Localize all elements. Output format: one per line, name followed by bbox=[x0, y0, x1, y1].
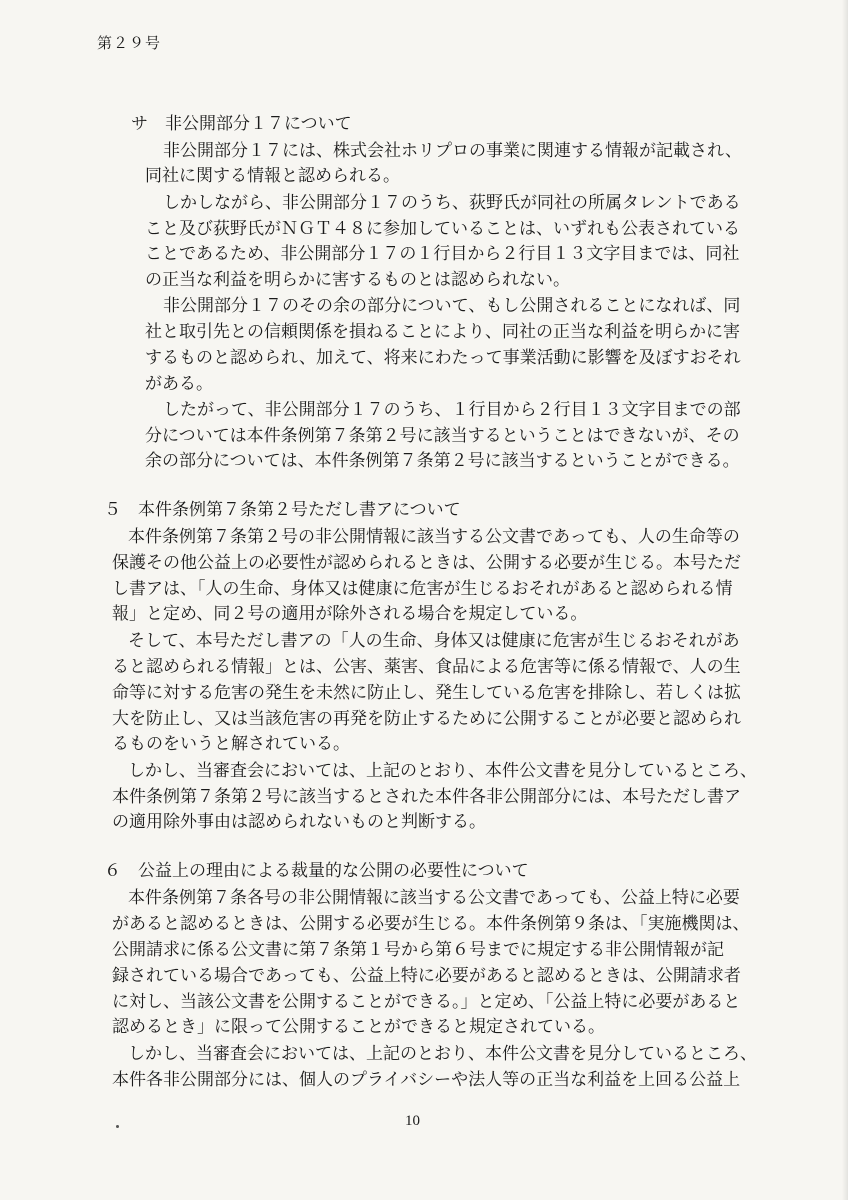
body-line: 本件条例第７条各号の非公開情報に該当する公文書であっても、公益上特に必要 bbox=[128, 888, 740, 908]
scan-speck bbox=[116, 1125, 119, 1128]
body-line: そして、本号ただし書アの「人の生命、身体又は健康に危害が生じるおそれがあ bbox=[128, 631, 740, 651]
body-line: 本件各非公開部分には、個人のプライバシーや法人等の正当な利益を上回る公益上 bbox=[112, 1070, 741, 1090]
body-line: 命等に対する危害の発生を未然に防止し、発生している危害を排除し、若しくは拡 bbox=[112, 683, 741, 703]
body-line: 非公開部分１７のその余の部分について、もし公開されることになれば、同 bbox=[163, 296, 741, 316]
body-line: の正当な利益を明らかに害するものとは認められない。 bbox=[145, 270, 570, 290]
scan-edge bbox=[842, 0, 848, 1200]
body-line: 録されている場合であっても、公益上特に必要があると認めるときは、公開請求者 bbox=[112, 966, 741, 986]
section-heading-5: ５ 本件条例第７条第２号ただし書アについて bbox=[104, 500, 461, 520]
body-line: 認めるとき」に限って公開することができると規定されている。 bbox=[112, 1017, 605, 1037]
body-line: しかし、当審査会においては、上記のとおり、本件公文書を見分しているところ、 bbox=[128, 1044, 757, 1064]
body-line: し書アは、「人の生命、身体又は健康に危害が生じるおそれがあると認められる情 bbox=[112, 579, 733, 599]
body-line: がある。 bbox=[145, 374, 213, 394]
body-line: に対し、当該公文書を公開することができる。」と定め、「公益上特に必要があると bbox=[112, 992, 741, 1012]
body-line: 報」と定め、同２号の適用が除外される場合を規定している。 bbox=[112, 604, 588, 624]
body-line: 公開請求に係る公文書に第７条第１号から第６号までに規定する非公開情報が記 bbox=[112, 940, 724, 960]
body-line: したがって、非公開部分１７のうち、１行目から２行目１３文字目までの部 bbox=[163, 400, 741, 420]
body-line: ると認められる情報」とは、公害、薬害、食品による危害等に係る情報で、人の生 bbox=[112, 657, 741, 677]
body-line: しかしながら、非公開部分１７のうち、荻野氏が同社の所属タレントである bbox=[163, 193, 741, 213]
document-number: 第２９号 bbox=[97, 34, 162, 52]
body-line: 大を防止し、又は当該危害の再発を防止するために公開することが必要と認められ bbox=[112, 709, 741, 729]
body-line: ことであるため、非公開部分１７の１行目から２行目１３文字目までは、同社 bbox=[145, 244, 740, 264]
body-line: るものをいうと解されている。 bbox=[112, 734, 350, 754]
body-line: 分については本件条例第７条第２号に該当するということはできないが、その bbox=[145, 426, 740, 446]
body-line: こと及び荻野氏がＮＧＴ４８に参加していることは、いずれも公表されている bbox=[145, 219, 740, 239]
body-line: 非公開部分１７には、株式会社ホリプロの事業に関連する情報が記載され、 bbox=[163, 141, 743, 161]
subsection-heading-sa: サ 非公開部分１７について bbox=[131, 114, 352, 134]
body-line: の適用除外事由は認められないものと判断する。 bbox=[112, 812, 486, 832]
body-line: 保護その他公益上の必要性が認められるときは、公開する必要が生じる。本号ただ bbox=[112, 553, 741, 573]
body-line: 本件条例第７条第２号に該当するとされた本件各非公開部分には、本号ただし書ア bbox=[112, 787, 741, 807]
body-line: 余の部分については、本件条例第７条第２号に該当するということができる。 bbox=[145, 451, 740, 471]
body-line: 同社に関する情報と認められる。 bbox=[145, 166, 400, 186]
body-line: があると認めるときは、公開する必要が生じる。本件条例第９条は、「実施機関は、 bbox=[112, 914, 750, 934]
body-line: 社と取引先との信頼関係を損ねることにより、同社の正当な利益を明らかに害 bbox=[145, 322, 740, 342]
body-line: 本件条例第７条第２号の非公開情報に該当する公文書であっても、人の生命等の bbox=[128, 527, 740, 547]
page-number: 10 bbox=[405, 1113, 420, 1129]
body-line: しかし、当審査会においては、上記のとおり、本件公文書を見分しているところ、 bbox=[128, 761, 757, 781]
body-line: するものと認められ、加えて、将来にわたって事業活動に影響を及ぼすおそれ bbox=[145, 348, 741, 368]
section-heading-6: ６ 公益上の理由による裁量的な公開の必要性について bbox=[104, 861, 529, 881]
